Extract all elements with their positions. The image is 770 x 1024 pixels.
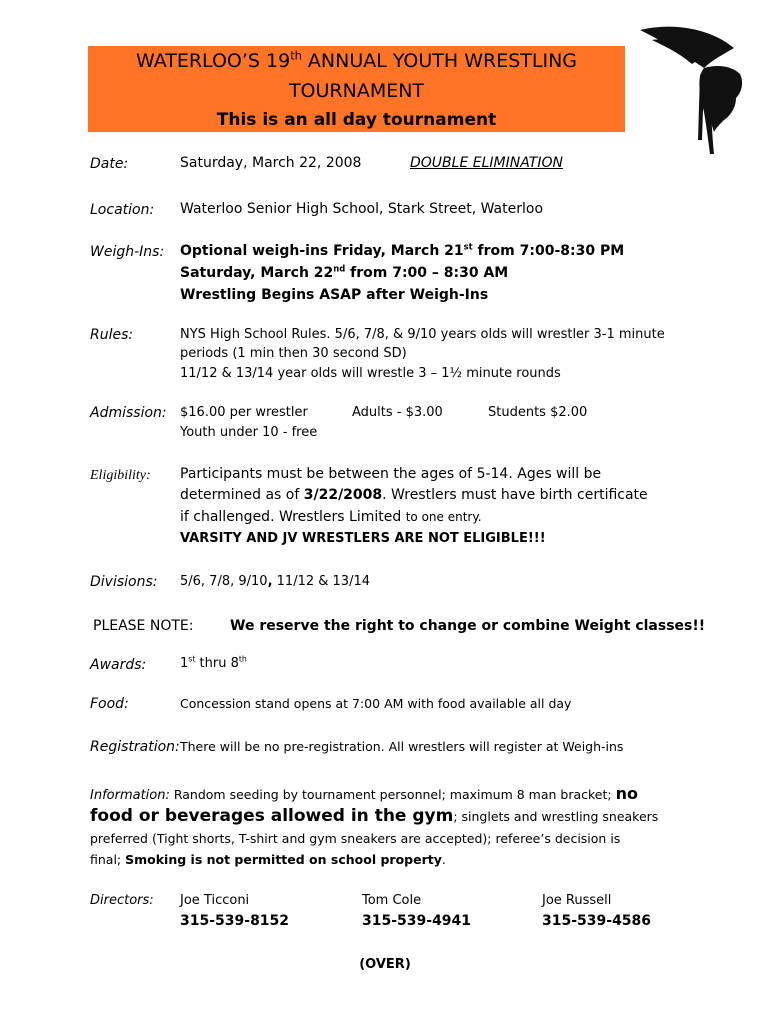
note-value: We reserve the right to change or combine Weight classes!! [230,618,706,634]
title-line-1: WATERLOO’S 19th ANNUAL YOUTH WRESTLING [135,48,578,72]
food-label: Food: [90,696,129,712]
information-line-2: food or beverages allowed in the gym; singlets and wrestling sneakers [90,806,659,826]
admission-label: Admission: [90,405,167,421]
eligibility-line-3: if challenged. Wrestlers Limited to one entry. [180,509,482,525]
weighins-line-3: Wrestling Begins ASAP after Weigh-Ins [180,287,489,303]
admission-students: Students $2.00 [488,405,588,420]
subtitle: This is an all day tournament [216,110,497,130]
director-phone: 315-539-4941 [362,913,472,929]
location-label: Location: [90,202,155,218]
date-value: Saturday, March 22, 2008 [180,155,362,171]
weighins-line-2: Saturday, March 22nd from 7:00 – 8:30 AM [180,263,509,281]
note-label: PLEASE NOTE: [93,618,194,634]
admission-youth: Youth under 10 - free [180,425,318,440]
information-line-4: final; Smoking is not permitted on school property. [90,852,446,867]
information-line-1: Information: Random seeding by tournament personnel; maximum 8 man bracket; no [90,784,638,803]
native-headdress-logo [632,20,752,160]
admission-wrestler: $16.00 per wrestler [180,405,308,420]
eligibility-line-1: Participants must be between the ages of 5-14. Ages will be [180,466,602,482]
rules-line-1: NYS High School Rules. 5/6, 7/8, & 9/10 years olds will wrestler 3-1 minute [180,327,665,342]
title-line-2: TOURNAMENT [288,80,425,102]
admission-adults: Adults - $3.00 [352,405,443,420]
awards-label: Awards: [90,657,147,673]
weighins-line-1: Optional weigh-ins Friday, March 21st from 7:00-8:30 PM [180,241,625,259]
information-line-3: preferred (Tight shorts, T-shirt and gym sneakers are accepted); referee’s decision is [90,831,621,846]
registration-label: Registration: [90,739,180,755]
date-label: Date: [90,156,129,172]
director-phone: 315-539-4586 [542,913,652,929]
divisions-label: Divisions: [90,574,158,590]
over-note: (OVER) [359,957,411,972]
divisions-value: 5/6, 7/8, 9/10, 11/12 & 13/14 [180,574,370,589]
format-value: DOUBLE ELIMINATION [410,155,563,171]
directors-label: Directors: [90,893,154,908]
awards-value: 1st thru 8th [180,654,247,671]
director-name: Joe Russell [542,893,612,908]
eligibility-line-2: determined as of 3/22/2008. Wrestlers must have birth certificate [180,487,648,503]
rules-line-3: 11/12 & 13/14 year olds will wrestle 3 – 1½ minute rounds [180,366,561,381]
director-name: Tom Cole [362,893,422,908]
location-value: Waterloo Senior High School, Stark Street, Waterloo [180,201,544,217]
weighins-label: Weigh-Ins: [90,244,165,260]
director-phone: 315-539-8152 [180,913,290,929]
food-value: Concession stand opens at 7:00 AM with food available all day [180,696,572,711]
eligibility-line-4: VARSITY AND JV WRESTLERS ARE NOT ELIGIBLE!!! [180,531,546,546]
registration-value: There will be no pre-registration. All wrestlers will register at Weigh-ins [180,739,624,754]
rules-label: Rules: [90,327,134,343]
director-name: Joe Ticconi [180,893,250,908]
rules-line-2: periods (1 min then 30 second SD) [180,346,407,361]
eligibility-label: Eligibility: [90,468,151,483]
